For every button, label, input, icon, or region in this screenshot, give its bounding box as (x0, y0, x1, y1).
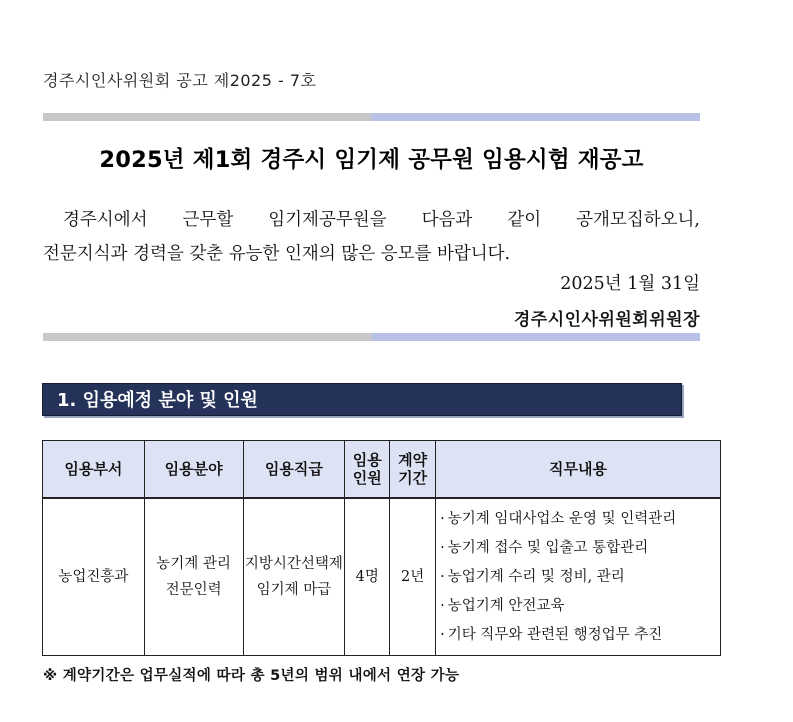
cell-position-line2: 임기제 마급 (256, 582, 332, 598)
duty-item: · 농기계 접수 및 입출고 통합관리 (440, 534, 716, 563)
cell-duties (436, 498, 721, 656)
cell-headcount: 4명 (345, 498, 390, 656)
page-title: 2025년 제1회 경주시 임기제 공무원 임용시험 재공고 (99, 147, 644, 173)
section-title-bar (42, 383, 682, 416)
footnote: ※ 계약기간은 업무실적에 따라 총 5년의 범위 내에서 연장 가능 (43, 668, 460, 684)
issuer-name: 경주시인사위원회위원장 (513, 310, 700, 330)
intro-text (43, 203, 700, 271)
bottom-rule (43, 333, 700, 341)
header-headcount (345, 441, 390, 499)
cell-position-line1: 지방시간선택제 (244, 556, 343, 572)
notice-number: 경주시인사위원회 공고 제2025 - 7호 (43, 71, 317, 90)
header-department: 임용부서 (43, 441, 145, 499)
header-term (390, 441, 436, 499)
intro-line-2: 전문지식과 경력을 갖춘 유능한 인재의 많은 응모를 바랍니다. (43, 244, 511, 264)
header-term-line1: 계약 (398, 451, 428, 469)
header-position: 임용직급 (243, 441, 345, 499)
cell-field-line1: 농기계 관리 (156, 556, 231, 572)
duty-item: · 농업기계 수리 및 정비, 관리 (440, 563, 716, 592)
section-title: 1. 임용예정 분야 및 인원 (57, 390, 258, 411)
intro-line-1: 경주시에서 근무할 임기제공무원을 다음과 같이 공개모집하오니, (63, 210, 700, 230)
recruitment-table (42, 440, 721, 656)
cell-field (144, 498, 243, 656)
header-headcount-line2: 인원 (352, 469, 382, 487)
duty-item: · 기타 직무와 관련된 행정업무 추진 (440, 621, 716, 650)
duty-item: · 농기계 임대사업소 운영 및 인력관리 (440, 505, 716, 534)
header-field: 임용분야 (144, 441, 243, 499)
top-rule (43, 113, 700, 121)
notice-date: 2025년 1월 31일 (560, 274, 700, 294)
header-term-line2: 기간 (398, 469, 428, 487)
table-row (43, 498, 721, 656)
cell-field-line2: 전문인력 (165, 582, 222, 598)
cell-position (243, 498, 345, 656)
header-headcount-line1: 임용 (352, 451, 382, 469)
cell-department: 농업진흥과 (43, 498, 145, 656)
table-header-row (43, 441, 721, 499)
duty-item: · 농업기계 안전교육 (440, 592, 716, 621)
cell-term: 2년 (390, 498, 436, 656)
header-duties: 직무내용 (436, 441, 721, 499)
